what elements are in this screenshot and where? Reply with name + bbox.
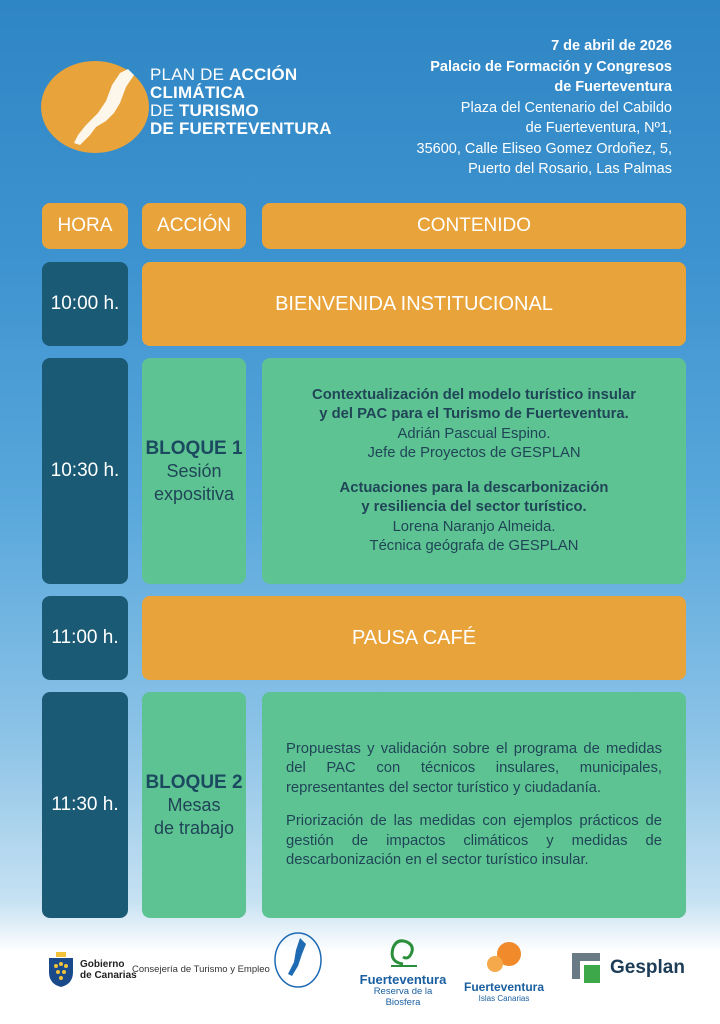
address-line1: Plaza del Centenario del Cabildo [460, 99, 672, 116]
item2-title-line1: Actuaciones para la descarbonización [339, 479, 609, 496]
item2-role: Técnica geógrafa de GESPLAN [369, 538, 579, 554]
item1-title-line1: Contextualización del modelo turístico insular [312, 386, 636, 403]
plan-logo-text [150, 66, 332, 138]
bloque-sub1-2: Mesas [167, 794, 221, 815]
address-line4: Puerto del Rosario, Las Palmas [468, 161, 672, 177]
logo-line2: CLIMÁTICA [150, 83, 246, 102]
bloque-sub2-1: expositiva [153, 483, 235, 504]
row-title-bienvenida: BIENVENIDA INSTITUCIONAL [142, 262, 686, 346]
logo-line1-bold: ACCIÓN [229, 65, 298, 84]
fuerteventura-text-2: Fuerteventura [463, 980, 545, 994]
time-cell-3: 11:00 h. [42, 596, 128, 680]
venue-line2: de Fuerteventura [554, 79, 672, 95]
plan-logo-emblem [40, 55, 150, 155]
address-line3: 35600, Calle Eliseo Gomez Ordoñez, 5, [416, 140, 672, 157]
time-cell-1: 10:00 h. [42, 262, 128, 346]
fuerteventura-text-1: Fuerteventura [359, 972, 447, 987]
event-info [372, 36, 672, 180]
bloque-sub1-1: Sesión [166, 460, 222, 481]
gobierno-line1: Gobierno [80, 959, 125, 970]
item1-speaker: Adrián Pascual Espino. [397, 425, 551, 442]
item2-title-line2: y resiliencia del sector turístico. [361, 499, 587, 515]
biosfera-text: Reserva de la Biosfera [373, 986, 433, 1008]
gobierno-line2: de Canarias [80, 970, 137, 981]
row-title-pausa: PAUSA CAFÉ [142, 596, 686, 680]
islas-canarias-text: Islas Canarias [478, 994, 530, 1003]
gesplan-text: Gesplan [610, 957, 685, 978]
bloque-sub2-2: de trabajo [153, 817, 235, 838]
gesplan-icon [568, 949, 604, 987]
time-cell-4: 11:30 h. [42, 692, 128, 918]
bloque-cell-1 [142, 358, 246, 584]
bloque-label-2: BLOQUE 2 [145, 771, 243, 793]
item1-role: Jefe de Proyectos de GESPLAN [367, 445, 581, 461]
para-propuestas: Propuestas y validación sobre el programa de medidas del PAC con técnicos insulares, municipales, representantes del sector turístico y ciudadanía. [286, 740, 662, 796]
gobierno-canarias-logo [46, 950, 137, 990]
cabildo-logo [272, 930, 324, 990]
logo-line1-light: PLAN DE [150, 65, 230, 84]
logo-line3-bold: TURISMO [178, 101, 259, 120]
address-line2: de Fuerteventura, Nº1, [525, 120, 672, 136]
logo-line3-light: DE [150, 101, 179, 120]
venue-line1: Palacio de Formación y Congresos [430, 58, 672, 75]
consejeria-text: Consejería de Turismo y Empleo [132, 964, 270, 975]
content-cell-2 [262, 692, 686, 918]
fuerteventura-islas-logo [462, 940, 546, 1003]
logo-line4: DE FUERTEVENTURA [150, 119, 332, 138]
content-cell-1 [262, 358, 686, 584]
snail-icon [385, 934, 421, 968]
item1-title-line2: y del PAC para el Turismo de Fuerteventura. [319, 406, 629, 422]
column-header-contenido: CONTENIDO [262, 203, 686, 249]
time-cell-2: 10:30 h. [42, 358, 128, 584]
cabildo-icon [272, 930, 324, 990]
para-priorizacion: Priorización de las medidas con ejemplos prácticos de gestión de impactos climáticos y medidas de descarbonización en el sector turístico insular. [286, 813, 662, 868]
fuerteventura-biosfera-logo [356, 934, 450, 1008]
bloque-cell-2 [142, 692, 246, 918]
item2-speaker: Lorena Naranjo Almeida. [392, 518, 556, 535]
column-header-accion: ACCIÓN [142, 203, 246, 249]
event-date: 7 de abril de 2026 [551, 38, 672, 54]
coat-of-arms-icon [46, 952, 76, 988]
island-logo-icon [40, 55, 150, 155]
bloque-label-1: BLOQUE 1 [145, 437, 243, 459]
sun-dunes-icon [481, 940, 527, 976]
column-header-hora: HORA [42, 203, 128, 249]
gesplan-logo [568, 948, 685, 988]
